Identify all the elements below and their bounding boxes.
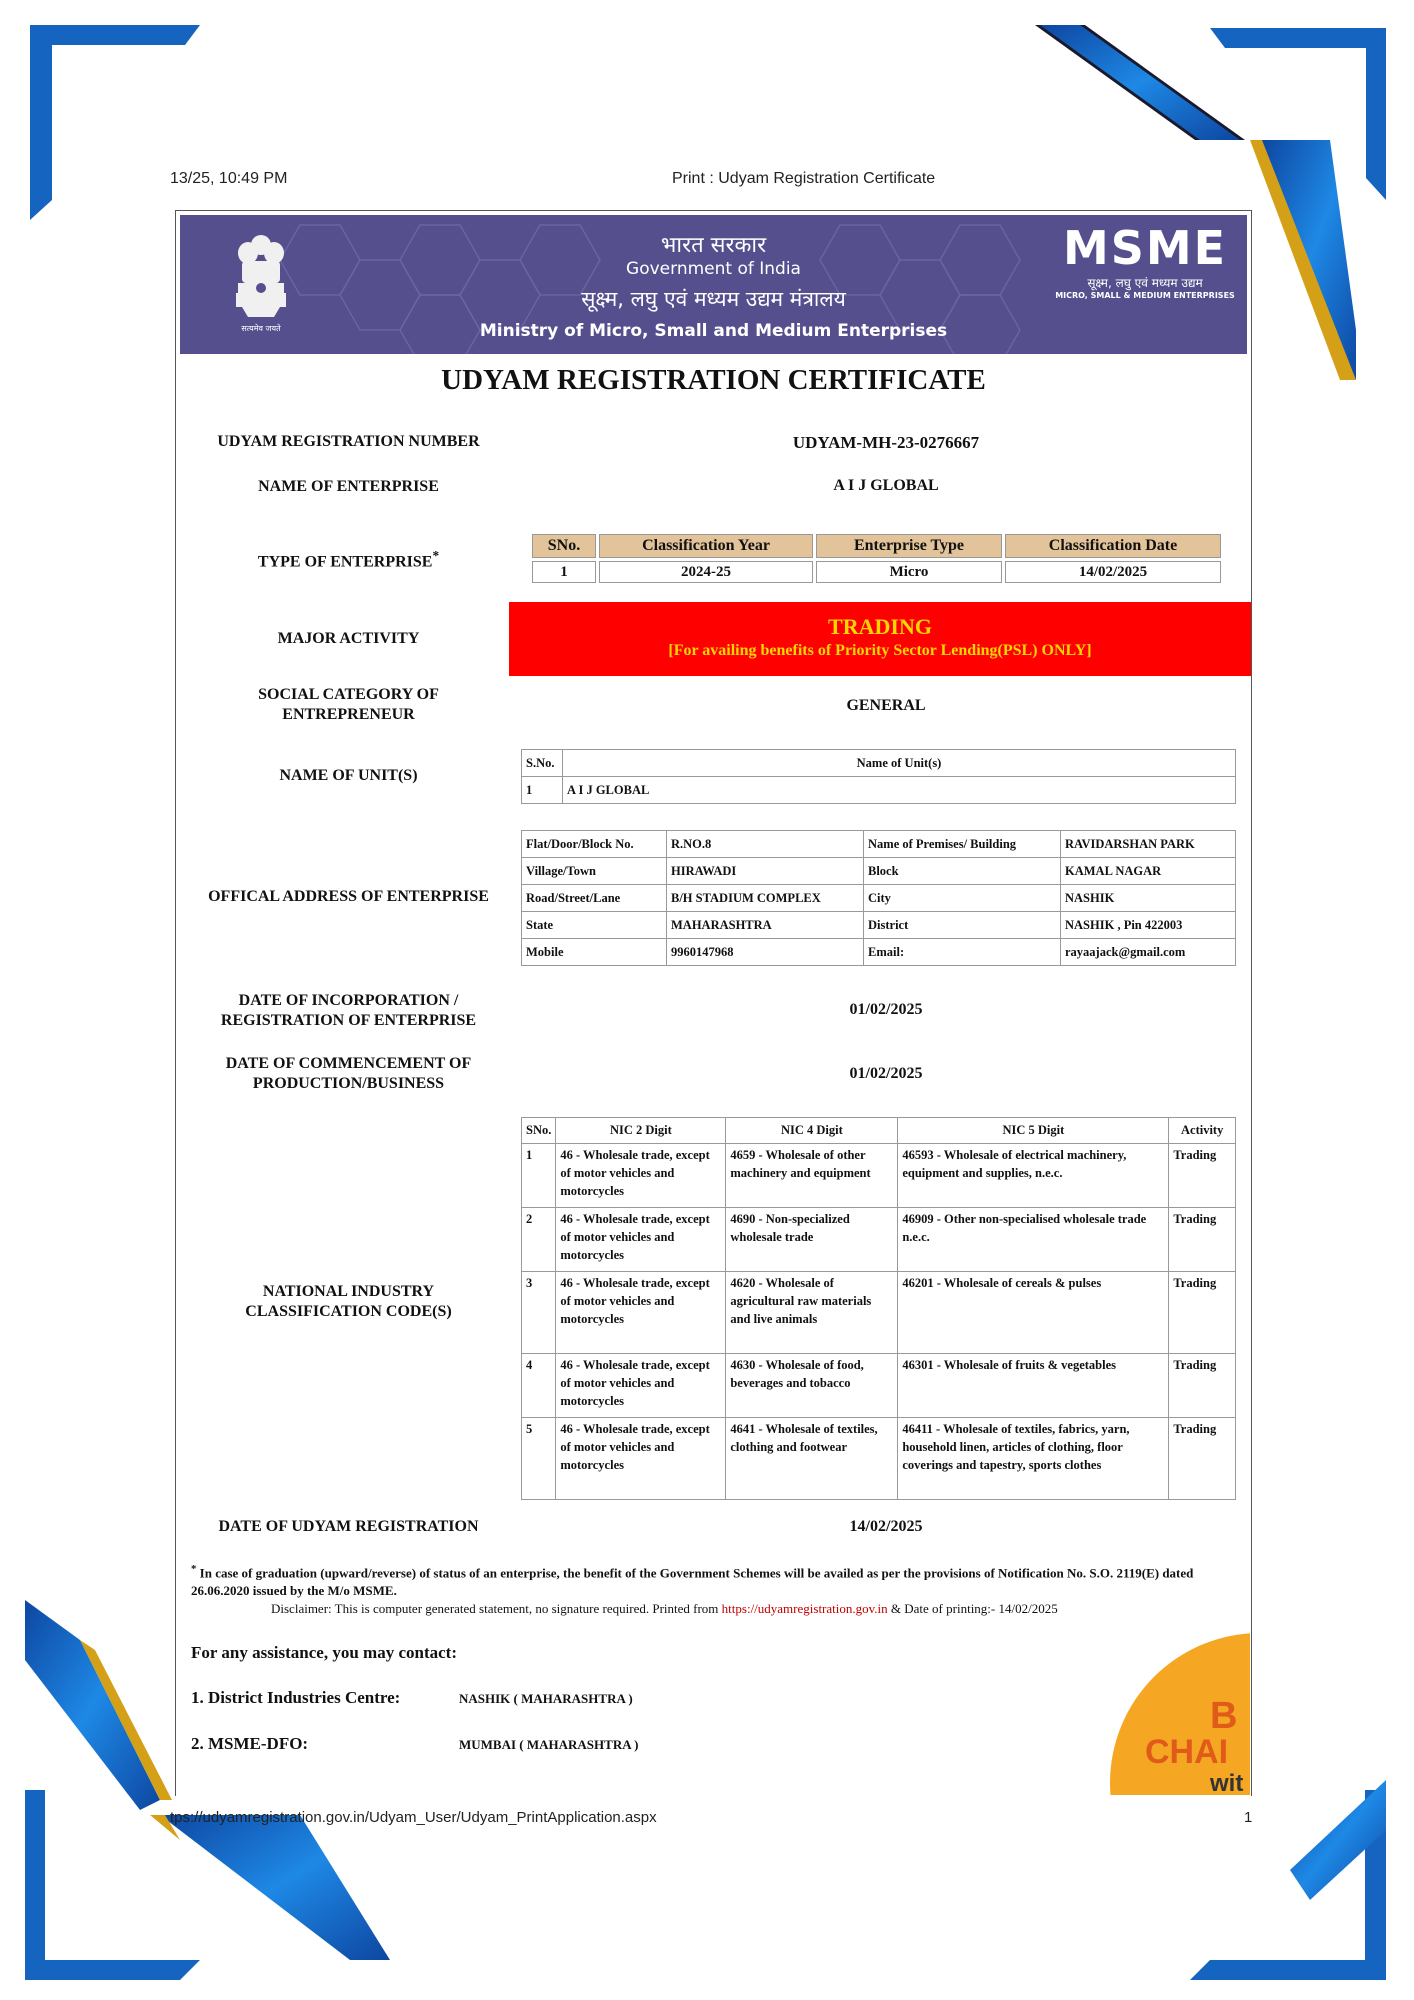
nic-5digit: 46411 - Wholesale of textiles, fabrics, yarn, household linen, articles of clothing, floor coverings and tapestry, sports clothes	[898, 1418, 1169, 1500]
graduation-note: * In case of graduation (upward/reverse) of status of an enterprise, the benefit of the Government Schemes will be availed as per the provisions of Notification No. S.O. 2119(E) dated 26.06.2020 issued by the M/o MSME.	[191, 1563, 1194, 1599]
incorporation-date: 01/02/2025	[849, 1001, 923, 1018]
promo-text-2: CHAI	[1145, 1733, 1229, 1771]
incorporation-label: DATE OF INCORPORATION / REGISTRATION OF ENTERPRISE	[220, 992, 477, 1029]
nic-sno: 5	[522, 1418, 556, 1500]
contact-dic-value: NASHIK ( MAHARASHTRA )	[459, 1691, 633, 1706]
table-row	[522, 885, 1236, 912]
address-value: RAVIDARSHAN PARK	[1061, 831, 1236, 858]
banner-english-line2: Ministry of Micro, Small and Medium Enterprises	[479, 321, 948, 341]
address-key: Village/Town	[522, 858, 667, 885]
units-header-sno: S.No.	[522, 750, 563, 777]
nic-4digit: 4690 - Non-specialized wholesale trade	[726, 1208, 898, 1272]
address-key: Email:	[864, 939, 1061, 966]
banner-hindi-line1: भारत सरकार	[660, 233, 767, 258]
contact-dic-label: 1. District Industries Centre:	[191, 1688, 401, 1707]
nic-label: NATIONAL INDUSTRY CLASSIFICATION CODE(S)	[245, 1283, 452, 1320]
reg-number: UDYAM-MH-23-0276667	[792, 433, 980, 452]
address-value: KAMAL NAGAR	[1061, 858, 1236, 885]
msme-logo-english: MICRO, SMALL & MEDIUM ENTERPRISES	[1055, 291, 1235, 300]
nic-activity: Trading	[1169, 1144, 1236, 1208]
nic-4digit: 4620 - Wholesale of agricultural raw materials and live animals	[726, 1272, 898, 1354]
address-key: Road/Street/Lane	[522, 885, 667, 912]
nic-header-5digit: NIC 5 Digit	[898, 1118, 1169, 1144]
classification-year: 2024-25	[599, 561, 813, 583]
nic-header-sno: SNo.	[522, 1118, 556, 1144]
emblem-caption: सत्यमेव जयते	[241, 324, 281, 333]
print-title: Print : Udyam Registration Certificate	[672, 170, 936, 187]
address-key: Name of Premises/ Building	[864, 831, 1061, 858]
nic-sno: 3	[522, 1272, 556, 1354]
classification-header-date: Classification Date	[1005, 534, 1221, 558]
nic-activity: Trading	[1169, 1208, 1236, 1272]
nic-activity: Trading	[1169, 1418, 1236, 1500]
type-asterisk: *	[432, 548, 440, 563]
nic-header-4digit: NIC 4 Digit	[726, 1118, 898, 1144]
nic-2digit: 46 - Wholesale trade, except of motor vehicles and motorcycles	[556, 1208, 726, 1272]
nic-sno: 1	[522, 1144, 556, 1208]
address-key: Block	[864, 858, 1061, 885]
table-row	[522, 1272, 1236, 1354]
major-activity-box	[509, 602, 1251, 676]
address-value: NASHIK , Pin 422003	[1061, 912, 1236, 939]
classification-type: Micro	[816, 561, 1002, 583]
udyam-date-label: DATE OF UDYAM REGISTRATION	[218, 1518, 479, 1535]
units-table	[521, 749, 1236, 804]
nic-sno: 2	[522, 1208, 556, 1272]
print-datetime: 13/25, 10:49 PM	[170, 170, 288, 187]
classification-header-type: Enterprise Type	[816, 534, 1002, 558]
nic-header-activity: Activity	[1169, 1118, 1236, 1144]
nic-activity: Trading	[1169, 1272, 1236, 1354]
udyam-date: 14/02/2025	[849, 1518, 923, 1535]
disclaimer-link[interactable]: https://udyamregistration.gov.in	[721, 1601, 888, 1616]
nic-activity: Trading	[1169, 1354, 1236, 1418]
address-table	[521, 830, 1236, 966]
commencement-label: DATE OF COMMENCEMENT OF PRODUCTION/BUSINESS	[225, 1055, 472, 1092]
classification-date: 14/02/2025	[1005, 561, 1221, 583]
nic-sno: 4	[522, 1354, 556, 1418]
email-value: rayaajack@gmail.com	[1061, 939, 1236, 966]
table-row	[522, 1418, 1236, 1500]
classification-header-year: Classification Year	[599, 534, 813, 558]
contact-dfo-value: MUMBAI ( MAHARASHTRA )	[459, 1737, 639, 1752]
nic-2digit: 46 - Wholesale trade, except of motor vehicles and motorcycles	[556, 1418, 726, 1500]
address-key: Flat/Door/Block No.	[522, 831, 667, 858]
disclaimer: Disclaimer: This is computer generated statement, no signature required. Printed from https://udyamregistration.gov.in & Date of printing:- 14/02/2025	[271, 1601, 1058, 1616]
promo-text-3: wit	[1210, 1770, 1244, 1795]
unit-name: A I J GLOBAL	[563, 777, 1236, 804]
commencement-date: 01/02/2025	[849, 1065, 923, 1082]
address-key: City	[864, 885, 1061, 912]
msme-logo-text: MSME	[1062, 221, 1228, 275]
assistance-heading: For any assistance, you may contact:	[191, 1643, 457, 1662]
table-row	[522, 858, 1236, 885]
table-row	[532, 561, 1221, 583]
nic-table	[521, 1117, 1236, 1500]
promo-badge	[1090, 1633, 1250, 1795]
major-activity-label: MAJOR ACTIVITY	[277, 630, 420, 647]
major-activity-note: [For availing benefits of Priority Sector Lending(PSL) ONLY]	[668, 642, 1092, 659]
address-value: 9960147968	[667, 939, 864, 966]
address-label: OFFICAL ADDRESS OF ENTERPRISE	[208, 888, 489, 905]
address-value: MAHARASHTRA	[667, 912, 864, 939]
enterprise-name-label: NAME OF ENTERPRISE	[258, 478, 439, 495]
units-label: NAME OF UNIT(S)	[279, 767, 418, 784]
reg-number-label: UDYAM REGISTRATION NUMBER	[217, 433, 480, 450]
government-banner	[180, 215, 1247, 354]
address-value: R.NO.8	[667, 831, 864, 858]
enterprise-name: A I J GLOBAL	[833, 477, 939, 494]
certificate-title: UDYAM REGISTRATION CERTIFICATE	[441, 364, 986, 396]
unit-sno: 1	[522, 777, 563, 804]
nic-5digit: 46301 - Wholesale of fruits & vegetables	[898, 1354, 1169, 1418]
nic-5digit: 46593 - Wholesale of electrical machinery, equipment and supplies, n.e.c.	[898, 1144, 1169, 1208]
nic-header-2digit: NIC 2 Digit	[556, 1118, 726, 1144]
nic-5digit: 46909 - Other non-specialised wholesale trade n.e.c.	[898, 1208, 1169, 1272]
promo-badge-shape	[1090, 1633, 1250, 1795]
address-key: District	[864, 912, 1061, 939]
classification-table	[529, 531, 1224, 586]
contact-dfo-label: 2. MSME-DFO:	[191, 1734, 309, 1753]
nic-2digit: 46 - Wholesale trade, except of motor vehicles and motorcycles	[556, 1354, 726, 1418]
banner-hindi-line2: सूक्ष्म, लघु एवं मध्यम उद्यम मंत्रालय	[581, 287, 846, 311]
certificate-frame	[175, 210, 1252, 1796]
nic-4digit: 4641 - Wholesale of textiles, clothing and footwear	[726, 1418, 898, 1500]
page-number: 1	[1244, 1809, 1253, 1826]
nic-4digit: 4659 - Wholesale of other machinery and equipment	[726, 1144, 898, 1208]
address-key: State	[522, 912, 667, 939]
promo-text-1: B	[1210, 1695, 1238, 1737]
table-row	[522, 939, 1236, 966]
address-value: NASHIK	[1061, 885, 1236, 912]
social-category-label: SOCIAL CATEGORY OF ENTREPRENEUR	[258, 686, 439, 723]
units-header-name: Name of Unit(s)	[563, 750, 1236, 777]
msme-logo	[1050, 221, 1240, 300]
table-row	[522, 1208, 1236, 1272]
msme-logo-hindi: सूक्ष्म, लघु एवं मध्यम उद्यम	[1087, 276, 1203, 290]
address-value: HIRAWADI	[667, 858, 864, 885]
table-row	[522, 912, 1236, 939]
major-activity: TRADING	[828, 614, 932, 639]
table-row	[522, 1144, 1236, 1208]
nic-4digit: 4630 - Wholesale of food, beverages and tobacco	[726, 1354, 898, 1418]
corner-top-left	[30, 25, 200, 220]
table-row	[522, 1354, 1236, 1418]
corner-bottom-left	[25, 1600, 160, 1810]
type-label: TYPE OF ENTERPRISE*	[257, 548, 440, 571]
classification-header-sno: SNo.	[532, 534, 596, 558]
address-key: Mobile	[522, 939, 667, 966]
banner-english-line1: Government of India	[626, 259, 801, 279]
social-category: GENERAL	[846, 697, 926, 714]
nic-5digit: 46201 - Wholesale of cereals & pulses	[898, 1272, 1169, 1354]
address-value: B/H STADIUM COMPLEX	[667, 885, 864, 912]
nic-2digit: 46 - Wholesale trade, except of motor vehicles and motorcycles	[556, 1144, 726, 1208]
table-row	[522, 777, 1236, 804]
nic-2digit: 46 - Wholesale trade, except of motor vehicles and motorcycles	[556, 1272, 726, 1354]
table-row	[522, 831, 1236, 858]
classification-sno: 1	[532, 561, 596, 583]
print-url: tps://udyamregistration.gov.in/Udyam_User/Udyam_PrintApplication.aspx	[170, 1809, 657, 1826]
